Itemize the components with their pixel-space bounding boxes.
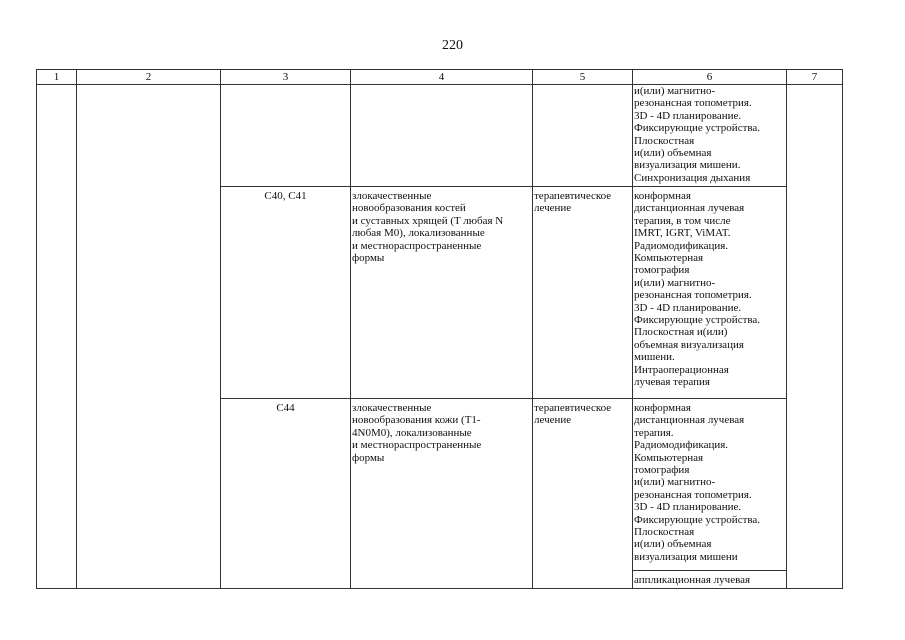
page-number: 220 bbox=[442, 38, 463, 53]
method-line: визуализация мишени. bbox=[634, 159, 741, 172]
description-cell bbox=[351, 85, 533, 187]
method-line: Фиксирующие устройства. bbox=[634, 122, 761, 135]
method-line: Компьютерная bbox=[634, 451, 704, 464]
method-line: мишени. bbox=[634, 351, 675, 364]
header-col-5: 5 bbox=[533, 70, 633, 85]
method-line: дистанционная лучевая bbox=[634, 414, 745, 427]
method-line: 3D - 4D планирование. bbox=[634, 109, 742, 122]
treatment-cell bbox=[533, 85, 633, 187]
description-line: формы bbox=[352, 252, 385, 265]
method-line: и(или) магнитно- bbox=[634, 85, 716, 97]
method-line: и(или) объемная bbox=[634, 538, 712, 551]
method-line: Радиомодификация. bbox=[634, 239, 729, 252]
code-cell: C44 bbox=[221, 399, 351, 589]
method-line: визуализация мишени bbox=[634, 550, 738, 563]
method-cell bbox=[633, 85, 787, 187]
header-col-2: 2 bbox=[77, 70, 221, 85]
code-cell bbox=[221, 85, 351, 187]
method-line: и(или) магнитно- bbox=[634, 276, 716, 289]
method-line: Компьютерная bbox=[634, 252, 704, 265]
method-line: томография bbox=[634, 264, 690, 277]
method-line: конформная bbox=[634, 402, 691, 414]
method-line: аппликационная лучевая bbox=[634, 574, 751, 586]
method-line: лучевая терапия bbox=[634, 376, 710, 389]
method-cell bbox=[633, 571, 787, 589]
method-line: резонансная топометрия. bbox=[634, 488, 752, 501]
method-line: и(или) объемная bbox=[634, 147, 712, 160]
method-line: Интраоперационная bbox=[634, 363, 729, 376]
header-row bbox=[37, 70, 843, 85]
col-1-cell bbox=[37, 85, 77, 589]
method-line: Фиксирующие устройства. bbox=[634, 513, 761, 526]
header-col-6: 6 bbox=[633, 70, 787, 85]
description-line: формы bbox=[352, 451, 385, 464]
col-2-cell bbox=[77, 85, 221, 589]
treatment-line: лечение bbox=[534, 202, 572, 215]
method-line: резонансная топометрия. bbox=[634, 289, 752, 302]
method-line: и(или) магнитно- bbox=[634, 476, 716, 489]
col-7-cell bbox=[787, 85, 843, 589]
method-line: томография bbox=[634, 464, 690, 477]
description-line: 4N0M0), локализованные bbox=[352, 426, 472, 439]
description-cell bbox=[351, 399, 533, 589]
description-line: злокачественные bbox=[352, 190, 432, 202]
description-line: и суставных хрящей (T любая N bbox=[352, 214, 504, 227]
method-cell bbox=[633, 187, 787, 399]
treatment-line: терапевтическое bbox=[534, 402, 612, 414]
treatment-line: терапевтическое bbox=[534, 190, 612, 202]
method-cell bbox=[633, 399, 787, 571]
method-line: конформная bbox=[634, 190, 691, 202]
header-col-4: 4 bbox=[351, 70, 533, 85]
description-line: новообразования костей bbox=[352, 202, 466, 215]
header-col-1: 1 bbox=[37, 70, 77, 85]
description-line: злокачественные bbox=[352, 402, 432, 414]
medical-care-table bbox=[36, 69, 843, 589]
header-col-7: 7 bbox=[787, 70, 843, 85]
method-line: объемная визуализация bbox=[634, 338, 744, 351]
method-line: Плоскостная bbox=[634, 134, 695, 147]
treatment-cell bbox=[533, 399, 633, 589]
description-line: и местнораспространенные bbox=[352, 439, 482, 452]
description-cell bbox=[351, 187, 533, 399]
method-line: дистанционная лучевая bbox=[634, 202, 745, 215]
header-col-3: 3 bbox=[221, 70, 351, 85]
method-line: IMRT, IGRT, ViMAT. bbox=[634, 227, 731, 240]
description-line: и местнораспространенные bbox=[352, 239, 482, 252]
description-line: любая M0), локализованные bbox=[352, 227, 485, 240]
method-line: Плоскостная bbox=[634, 526, 695, 539]
treatment-cell bbox=[533, 187, 633, 399]
table-row bbox=[37, 85, 843, 187]
method-line: Синхронизация дыхания bbox=[634, 171, 751, 184]
treatment-line: лечение bbox=[534, 414, 572, 427]
method-line: 3D - 4D планирование. bbox=[634, 301, 742, 314]
method-line: Плоскостная и(или) bbox=[634, 326, 728, 339]
method-line: Фиксирующие устройства. bbox=[634, 314, 761, 327]
method-line: терапия, в том числе bbox=[634, 214, 731, 227]
description-line: новообразования кожи (T1- bbox=[352, 414, 481, 427]
method-line: терапия. bbox=[634, 426, 674, 439]
method-line: 3D - 4D планирование. bbox=[634, 501, 742, 514]
code-cell: C40, C41 bbox=[221, 187, 351, 399]
method-line: резонансная топометрия. bbox=[634, 97, 752, 110]
method-line: Радиомодификация. bbox=[634, 439, 729, 452]
